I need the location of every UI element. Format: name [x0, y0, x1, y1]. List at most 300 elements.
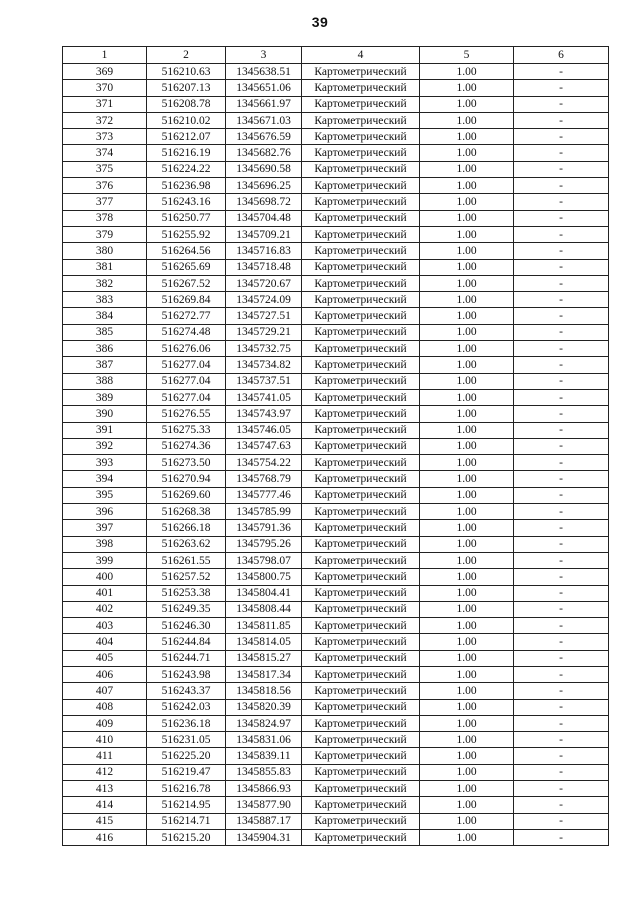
- point-number-cell: 399: [63, 552, 147, 568]
- x-coordinate-cell: 516270.94: [147, 471, 226, 487]
- method-cell: Картометрический: [302, 504, 420, 520]
- point-number-cell: 407: [63, 683, 147, 699]
- method-cell: Картометрический: [302, 64, 420, 80]
- method-cell: Картометрический: [302, 666, 420, 682]
- accuracy-cell: 1.00: [420, 243, 514, 259]
- note-cell: -: [514, 797, 609, 813]
- note-cell: -: [514, 226, 609, 242]
- accuracy-cell: 1.00: [420, 715, 514, 731]
- x-coordinate-cell: 516277.04: [147, 389, 226, 405]
- point-number-cell: 392: [63, 438, 147, 454]
- method-cell: Картометрический: [302, 487, 420, 503]
- method-cell: Картометрический: [302, 357, 420, 373]
- table-row: [63, 210, 609, 226]
- y-coordinate-cell: 1345741.05: [226, 389, 302, 405]
- accuracy-cell: 1.00: [420, 275, 514, 291]
- accuracy-cell: 1.00: [420, 226, 514, 242]
- y-coordinate-cell: 1345818.56: [226, 683, 302, 699]
- accuracy-cell: 1.00: [420, 764, 514, 780]
- method-cell: Картометрический: [302, 650, 420, 666]
- accuracy-cell: 1.00: [420, 406, 514, 422]
- note-cell: -: [514, 634, 609, 650]
- note-cell: -: [514, 210, 609, 226]
- note-cell: -: [514, 813, 609, 829]
- x-coordinate-cell: 516269.60: [147, 487, 226, 503]
- y-coordinate-cell: 1345814.05: [226, 634, 302, 650]
- table-row: [63, 422, 609, 438]
- table-row: [63, 292, 609, 308]
- point-number-cell: 382: [63, 275, 147, 291]
- y-coordinate-cell: 1345877.90: [226, 797, 302, 813]
- table-row: [63, 601, 609, 617]
- table-row: [63, 748, 609, 764]
- point-number-cell: 391: [63, 422, 147, 438]
- y-coordinate-cell: 1345855.83: [226, 764, 302, 780]
- x-coordinate-cell: 516268.38: [147, 504, 226, 520]
- table-row: [63, 487, 609, 503]
- x-coordinate-cell: 516246.30: [147, 618, 226, 634]
- note-cell: -: [514, 194, 609, 210]
- point-number-cell: 369: [63, 64, 147, 80]
- note-cell: -: [514, 406, 609, 422]
- x-coordinate-cell: 516277.04: [147, 373, 226, 389]
- point-number-cell: 381: [63, 259, 147, 275]
- column-header-1: 1: [63, 47, 147, 64]
- x-coordinate-cell: 516236.98: [147, 178, 226, 194]
- point-number-cell: 413: [63, 781, 147, 797]
- table-row: [63, 178, 609, 194]
- table-row: [63, 275, 609, 291]
- x-coordinate-cell: 516264.56: [147, 243, 226, 259]
- table-row: [63, 308, 609, 324]
- note-cell: -: [514, 601, 609, 617]
- note-cell: -: [514, 536, 609, 552]
- accuracy-cell: 1.00: [420, 781, 514, 797]
- point-number-cell: 406: [63, 666, 147, 682]
- note-cell: -: [514, 715, 609, 731]
- x-coordinate-cell: 516210.63: [147, 64, 226, 80]
- accuracy-cell: 1.00: [420, 292, 514, 308]
- point-number-cell: 371: [63, 96, 147, 112]
- note-cell: -: [514, 748, 609, 764]
- y-coordinate-cell: 1345676.59: [226, 129, 302, 145]
- method-cell: Картометрический: [302, 112, 420, 128]
- point-number-cell: 376: [63, 178, 147, 194]
- table-row: [63, 243, 609, 259]
- x-coordinate-cell: 516276.06: [147, 341, 226, 357]
- y-coordinate-cell: 1345815.27: [226, 650, 302, 666]
- note-cell: -: [514, 389, 609, 405]
- point-number-cell: 397: [63, 520, 147, 536]
- x-coordinate-cell: 516215.20: [147, 829, 226, 845]
- note-cell: -: [514, 373, 609, 389]
- note-cell: -: [514, 161, 609, 177]
- table-row: [63, 194, 609, 210]
- accuracy-cell: 1.00: [420, 569, 514, 585]
- accuracy-cell: 1.00: [420, 64, 514, 80]
- x-coordinate-cell: 516274.48: [147, 324, 226, 340]
- note-cell: -: [514, 259, 609, 275]
- y-coordinate-cell: 1345817.34: [226, 666, 302, 682]
- x-coordinate-cell: 516243.16: [147, 194, 226, 210]
- x-coordinate-cell: 516207.13: [147, 80, 226, 96]
- note-cell: -: [514, 552, 609, 568]
- point-number-cell: 401: [63, 585, 147, 601]
- note-cell: -: [514, 341, 609, 357]
- method-cell: Картометрический: [302, 226, 420, 242]
- point-number-cell: 390: [63, 406, 147, 422]
- point-number-cell: 403: [63, 618, 147, 634]
- table-row: [63, 683, 609, 699]
- table-row: [63, 569, 609, 585]
- coordinates-table: [62, 46, 609, 846]
- table-body: [63, 64, 609, 846]
- method-cell: Картометрический: [302, 129, 420, 145]
- y-coordinate-cell: 1345737.51: [226, 373, 302, 389]
- y-coordinate-cell: 1345785.99: [226, 504, 302, 520]
- note-cell: -: [514, 292, 609, 308]
- table-row: [63, 438, 609, 454]
- y-coordinate-cell: 1345804.41: [226, 585, 302, 601]
- point-number-cell: 389: [63, 389, 147, 405]
- method-cell: Картометрический: [302, 715, 420, 731]
- note-cell: -: [514, 520, 609, 536]
- table-row: [63, 129, 609, 145]
- table-row: [63, 552, 609, 568]
- y-coordinate-cell: 1345811.85: [226, 618, 302, 634]
- note-cell: -: [514, 80, 609, 96]
- point-number-cell: 415: [63, 813, 147, 829]
- method-cell: Картометрический: [302, 748, 420, 764]
- point-number-cell: 373: [63, 129, 147, 145]
- accuracy-cell: 1.00: [420, 683, 514, 699]
- accuracy-cell: 1.00: [420, 552, 514, 568]
- x-coordinate-cell: 516263.62: [147, 536, 226, 552]
- x-coordinate-cell: 516275.33: [147, 422, 226, 438]
- point-number-cell: 370: [63, 80, 147, 96]
- coordinates-table-container: [62, 46, 609, 846]
- y-coordinate-cell: 1345820.39: [226, 699, 302, 715]
- point-number-cell: 411: [63, 748, 147, 764]
- y-coordinate-cell: 1345727.51: [226, 308, 302, 324]
- y-coordinate-cell: 1345638.51: [226, 64, 302, 80]
- point-number-cell: 404: [63, 634, 147, 650]
- accuracy-cell: 1.00: [420, 145, 514, 161]
- note-cell: -: [514, 569, 609, 585]
- accuracy-cell: 1.00: [420, 308, 514, 324]
- accuracy-cell: 1.00: [420, 634, 514, 650]
- point-number-cell: 400: [63, 569, 147, 585]
- note-cell: -: [514, 357, 609, 373]
- note-cell: -: [514, 455, 609, 471]
- table-row: [63, 829, 609, 845]
- x-coordinate-cell: 516236.18: [147, 715, 226, 731]
- point-number-cell: 380: [63, 243, 147, 259]
- y-coordinate-cell: 1345718.48: [226, 259, 302, 275]
- point-number-cell: 410: [63, 732, 147, 748]
- point-number-cell: 396: [63, 504, 147, 520]
- accuracy-cell: 1.00: [420, 536, 514, 552]
- note-cell: -: [514, 699, 609, 715]
- method-cell: Картометрический: [302, 585, 420, 601]
- x-coordinate-cell: 516249.35: [147, 601, 226, 617]
- table-row: [63, 341, 609, 357]
- accuracy-cell: 1.00: [420, 373, 514, 389]
- table-row: [63, 64, 609, 80]
- accuracy-cell: 1.00: [420, 732, 514, 748]
- note-cell: -: [514, 487, 609, 503]
- table-row: [63, 389, 609, 405]
- accuracy-cell: 1.00: [420, 650, 514, 666]
- y-coordinate-cell: 1345831.06: [226, 732, 302, 748]
- accuracy-cell: 1.00: [420, 210, 514, 226]
- note-cell: -: [514, 129, 609, 145]
- table-row: [63, 406, 609, 422]
- x-coordinate-cell: 516208.78: [147, 96, 226, 112]
- table-row: [63, 520, 609, 536]
- table-row: [63, 145, 609, 161]
- accuracy-cell: 1.00: [420, 666, 514, 682]
- accuracy-cell: 1.00: [420, 829, 514, 845]
- note-cell: -: [514, 308, 609, 324]
- y-coordinate-cell: 1345704.48: [226, 210, 302, 226]
- table-row: [63, 666, 609, 682]
- point-number-cell: 395: [63, 487, 147, 503]
- point-number-cell: 388: [63, 373, 147, 389]
- note-cell: -: [514, 324, 609, 340]
- x-coordinate-cell: 516273.50: [147, 455, 226, 471]
- y-coordinate-cell: 1345754.22: [226, 455, 302, 471]
- y-coordinate-cell: 1345747.63: [226, 438, 302, 454]
- note-cell: -: [514, 650, 609, 666]
- accuracy-cell: 1.00: [420, 601, 514, 617]
- method-cell: Картометрический: [302, 422, 420, 438]
- accuracy-cell: 1.00: [420, 504, 514, 520]
- table-row: [63, 585, 609, 601]
- table-row: [63, 634, 609, 650]
- x-coordinate-cell: 516231.05: [147, 732, 226, 748]
- note-cell: -: [514, 422, 609, 438]
- method-cell: Картометрический: [302, 569, 420, 585]
- y-coordinate-cell: 1345671.03: [226, 112, 302, 128]
- table-row: [63, 357, 609, 373]
- x-coordinate-cell: 516225.20: [147, 748, 226, 764]
- y-coordinate-cell: 1345768.79: [226, 471, 302, 487]
- x-coordinate-cell: 516257.52: [147, 569, 226, 585]
- x-coordinate-cell: 516243.37: [147, 683, 226, 699]
- table-row: [63, 797, 609, 813]
- method-cell: Картометрический: [302, 683, 420, 699]
- y-coordinate-cell: 1345651.06: [226, 80, 302, 96]
- point-number-cell: 383: [63, 292, 147, 308]
- method-cell: Картометрический: [302, 781, 420, 797]
- note-cell: -: [514, 112, 609, 128]
- x-coordinate-cell: 516266.18: [147, 520, 226, 536]
- note-cell: -: [514, 829, 609, 845]
- table-row: [63, 373, 609, 389]
- accuracy-cell: 1.00: [420, 585, 514, 601]
- method-cell: Картометрический: [302, 813, 420, 829]
- accuracy-cell: 1.00: [420, 112, 514, 128]
- point-number-cell: 408: [63, 699, 147, 715]
- note-cell: -: [514, 666, 609, 682]
- point-number-cell: 416: [63, 829, 147, 845]
- note-cell: -: [514, 96, 609, 112]
- y-coordinate-cell: 1345800.75: [226, 569, 302, 585]
- method-cell: Картометрический: [302, 438, 420, 454]
- point-number-cell: 374: [63, 145, 147, 161]
- y-coordinate-cell: 1345698.72: [226, 194, 302, 210]
- note-cell: -: [514, 471, 609, 487]
- accuracy-cell: 1.00: [420, 471, 514, 487]
- y-coordinate-cell: 1345734.82: [226, 357, 302, 373]
- method-cell: Картометрический: [302, 308, 420, 324]
- table-row: [63, 650, 609, 666]
- table-row: [63, 161, 609, 177]
- accuracy-cell: 1.00: [420, 748, 514, 764]
- point-number-cell: 378: [63, 210, 147, 226]
- method-cell: Картометрический: [302, 80, 420, 96]
- point-number-cell: 405: [63, 650, 147, 666]
- point-number-cell: 375: [63, 161, 147, 177]
- x-coordinate-cell: 516250.77: [147, 210, 226, 226]
- point-number-cell: 386: [63, 341, 147, 357]
- accuracy-cell: 1.00: [420, 520, 514, 536]
- method-cell: Картометрический: [302, 552, 420, 568]
- x-coordinate-cell: 516214.95: [147, 797, 226, 813]
- x-coordinate-cell: 516267.52: [147, 275, 226, 291]
- x-coordinate-cell: 516261.55: [147, 552, 226, 568]
- accuracy-cell: 1.00: [420, 797, 514, 813]
- point-number-cell: 377: [63, 194, 147, 210]
- point-number-cell: 402: [63, 601, 147, 617]
- y-coordinate-cell: 1345798.07: [226, 552, 302, 568]
- method-cell: Картометрический: [302, 764, 420, 780]
- x-coordinate-cell: 516269.84: [147, 292, 226, 308]
- accuracy-cell: 1.00: [420, 422, 514, 438]
- method-cell: Картометрический: [302, 829, 420, 845]
- method-cell: Картометрический: [302, 634, 420, 650]
- y-coordinate-cell: 1345732.75: [226, 341, 302, 357]
- table-row: [63, 80, 609, 96]
- accuracy-cell: 1.00: [420, 341, 514, 357]
- accuracy-cell: 1.00: [420, 324, 514, 340]
- table-row: [63, 471, 609, 487]
- method-cell: Картометрический: [302, 536, 420, 552]
- x-coordinate-cell: 516216.19: [147, 145, 226, 161]
- method-cell: Картометрический: [302, 145, 420, 161]
- method-cell: Картометрический: [302, 341, 420, 357]
- accuracy-cell: 1.00: [420, 455, 514, 471]
- x-coordinate-cell: 516276.55: [147, 406, 226, 422]
- y-coordinate-cell: 1345716.83: [226, 243, 302, 259]
- table-row: [63, 226, 609, 242]
- point-number-cell: 414: [63, 797, 147, 813]
- accuracy-cell: 1.00: [420, 389, 514, 405]
- method-cell: Картометрический: [302, 373, 420, 389]
- accuracy-cell: 1.00: [420, 699, 514, 715]
- method-cell: Картометрический: [302, 520, 420, 536]
- table-row: [63, 455, 609, 471]
- point-number-cell: 372: [63, 112, 147, 128]
- method-cell: Картометрический: [302, 194, 420, 210]
- table-row: [63, 813, 609, 829]
- x-coordinate-cell: 516244.71: [147, 650, 226, 666]
- page-number: 39: [311, 14, 329, 30]
- table-row: [63, 764, 609, 780]
- y-coordinate-cell: 1345887.17: [226, 813, 302, 829]
- note-cell: -: [514, 764, 609, 780]
- method-cell: Картометрический: [302, 243, 420, 259]
- x-coordinate-cell: 516274.36: [147, 438, 226, 454]
- method-cell: Картометрический: [302, 601, 420, 617]
- method-cell: Картометрический: [302, 618, 420, 634]
- note-cell: -: [514, 178, 609, 194]
- y-coordinate-cell: 1345904.31: [226, 829, 302, 845]
- table-row: [63, 324, 609, 340]
- point-number-cell: 385: [63, 324, 147, 340]
- x-coordinate-cell: 516243.98: [147, 666, 226, 682]
- method-cell: Картометрический: [302, 275, 420, 291]
- table-row: [63, 259, 609, 275]
- table-header-row: [63, 47, 609, 64]
- point-number-cell: 394: [63, 471, 147, 487]
- point-number-cell: 387: [63, 357, 147, 373]
- accuracy-cell: 1.00: [420, 178, 514, 194]
- point-number-cell: 384: [63, 308, 147, 324]
- x-coordinate-cell: 516277.04: [147, 357, 226, 373]
- point-number-cell: 412: [63, 764, 147, 780]
- table-row: [63, 96, 609, 112]
- x-coordinate-cell: 516244.84: [147, 634, 226, 650]
- note-cell: -: [514, 781, 609, 797]
- table-row: [63, 715, 609, 731]
- method-cell: Картометрический: [302, 732, 420, 748]
- x-coordinate-cell: 516242.03: [147, 699, 226, 715]
- x-coordinate-cell: 516265.69: [147, 259, 226, 275]
- table-row: [63, 618, 609, 634]
- point-number-cell: 393: [63, 455, 147, 471]
- x-coordinate-cell: 516212.07: [147, 129, 226, 145]
- column-header-6: 6: [514, 47, 609, 64]
- x-coordinate-cell: 516219.47: [147, 764, 226, 780]
- y-coordinate-cell: 1345839.11: [226, 748, 302, 764]
- accuracy-cell: 1.00: [420, 357, 514, 373]
- x-coordinate-cell: 516253.38: [147, 585, 226, 601]
- y-coordinate-cell: 1345682.76: [226, 145, 302, 161]
- y-coordinate-cell: 1345824.97: [226, 715, 302, 731]
- note-cell: -: [514, 64, 609, 80]
- column-header-4: 4: [302, 47, 420, 64]
- x-coordinate-cell: 516224.22: [147, 161, 226, 177]
- y-coordinate-cell: 1345709.21: [226, 226, 302, 242]
- method-cell: Картометрический: [302, 161, 420, 177]
- accuracy-cell: 1.00: [420, 438, 514, 454]
- y-coordinate-cell: 1345661.97: [226, 96, 302, 112]
- y-coordinate-cell: 1345690.58: [226, 161, 302, 177]
- note-cell: -: [514, 243, 609, 259]
- note-cell: -: [514, 275, 609, 291]
- table-row: [63, 732, 609, 748]
- table-row: [63, 699, 609, 715]
- x-coordinate-cell: 516216.78: [147, 781, 226, 797]
- method-cell: Картометрический: [302, 259, 420, 275]
- y-coordinate-cell: 1345743.97: [226, 406, 302, 422]
- method-cell: Картометрический: [302, 699, 420, 715]
- method-cell: Картометрический: [302, 389, 420, 405]
- note-cell: -: [514, 438, 609, 454]
- note-cell: -: [514, 683, 609, 699]
